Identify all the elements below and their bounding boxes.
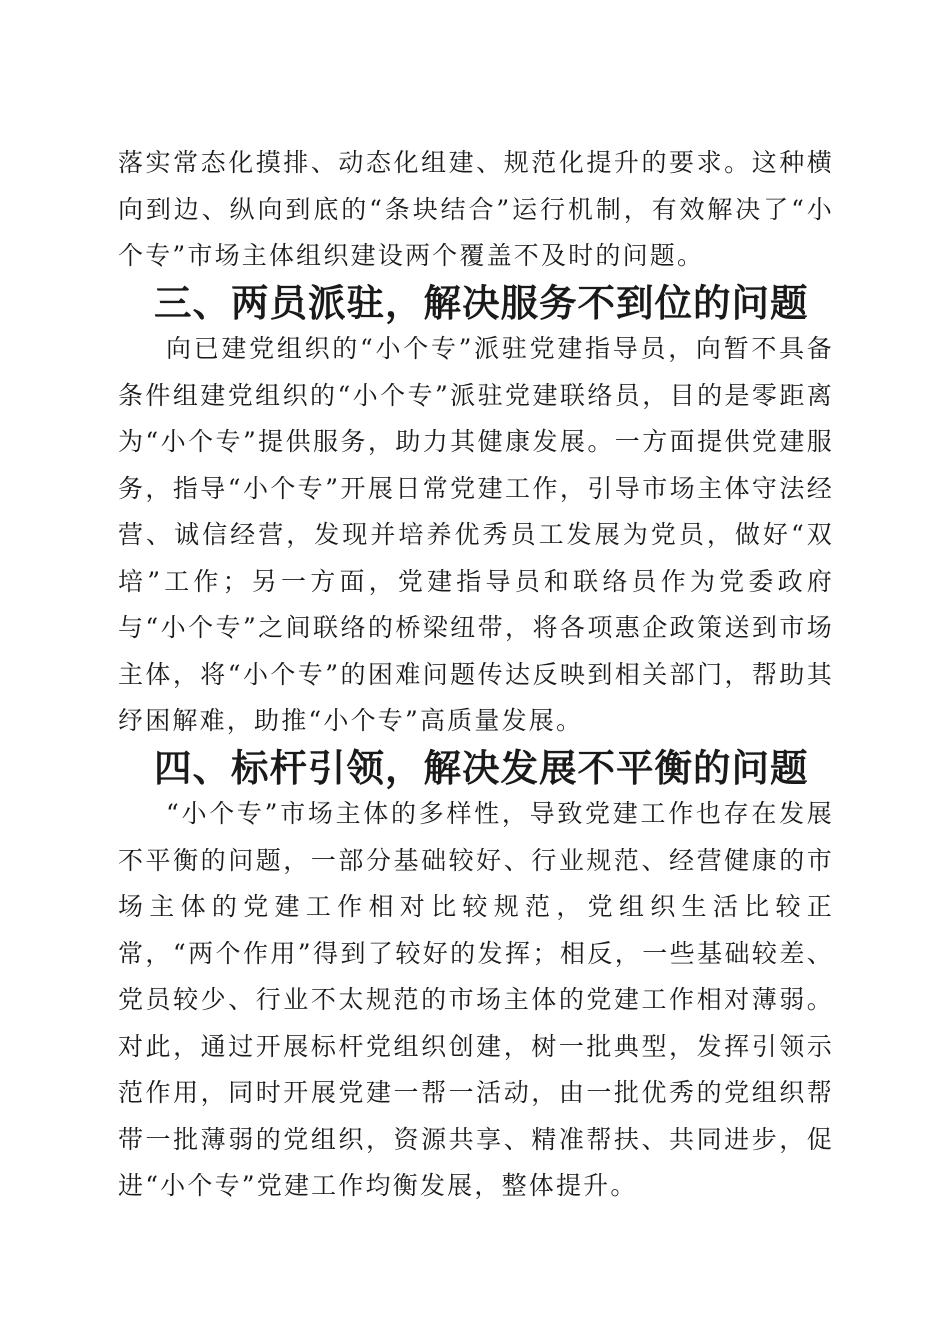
document-body (118, 140, 834, 1210)
section-three-paragraph: 向已建党组织的“小个专”派驻党建指导员，向暂不具备条件组建党组织的“小个专”派驻党建联络员，目的是零距离为“小个专”提供服务，助力其健康发展。一方面提供党建服务，指导“小个专”开展日常党建工作，引导市场主体守法经营、诚信经营，发现并培养优秀员工发展为党员，做好“双培”工作；另一方面，党建指导员和联络员作为党委政府与“小个专”之间联络的桥梁纽带，将各项惠企政策送到市场主体，将“小个专”的困难问题传达反映到相关部门，帮助其纾困解难，助推“小个专”高质量发展。 (118, 334, 834, 735)
continuation-paragraph: 落实常态化摸排、动态化组建、规范化提升的要求。这种横向到边、纵向到底的“条块结合”运行机制，有效解决了“小个专”市场主体组织建设两个覆盖不及时的问题。 (118, 148, 834, 270)
section-four-heading: 四、标杆引领，解决发展不平衡的问题 (154, 745, 809, 790)
section-three-heading: 三、两员派驻，解决服务不到位的问题 (154, 280, 809, 325)
section-four-paragraph: “小个专”市场主体的多样性，导致党建工作也存在发展不平衡的问题，一部分基础较好、行业规范、经营健康的市场主体的党建工作相对比较规范，党组织生活比较正常，“两个作用”得到了较好的发挥；相反，一些基础较差、党员较少、行业不太规范的市场主体的党建工作相对薄弱。对此，通过开展标杆党组织创建，树一批典型，发挥引领示范作用，同时开展党建一帮一活动，由一批优秀的党组织帮带一批薄弱的党组织，资源共享、精准帮扶、共同进步，促进“小个专”党建工作均衡发展，整体提升。 (118, 799, 834, 1200)
